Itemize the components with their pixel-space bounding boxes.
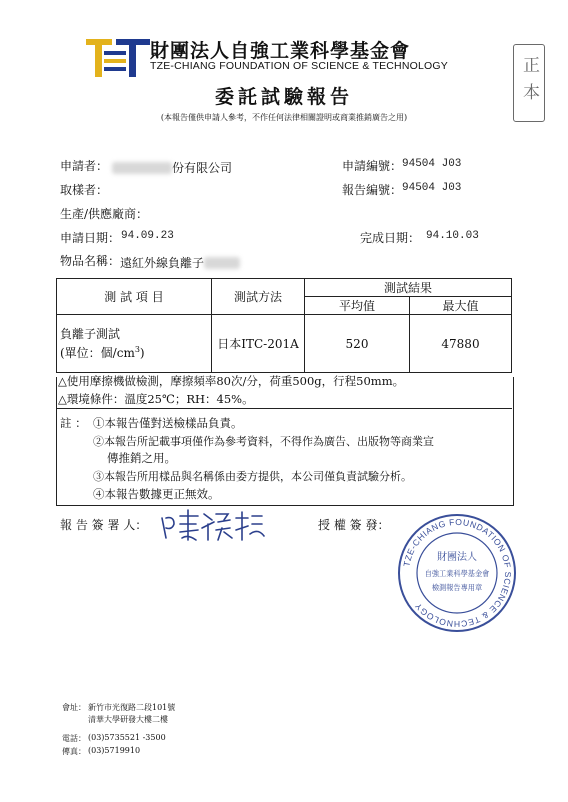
svg-text:檢測報告專用章: 檢測報告專用章 bbox=[431, 583, 483, 592]
authorized-label: 授 權 簽 發： bbox=[318, 518, 390, 532]
note-4: ④本報告數據更正無效。 bbox=[93, 487, 220, 501]
svg-text:自強工業科學基金會: 自強工業科學基金會 bbox=[424, 569, 490, 578]
svg-text:財團法人: 財團法人 bbox=[437, 552, 477, 563]
redacted-block bbox=[112, 162, 172, 174]
complete-date-value: 94.10.03 bbox=[426, 230, 479, 242]
phone-label: 電話： bbox=[62, 734, 86, 743]
item-name-value: 遠紅外線負離子 bbox=[120, 252, 240, 271]
address-label: 會址： bbox=[62, 703, 86, 712]
condition-line-1: △使用摩擦機做檢測，摩擦頻率80次/分，荷重500g，行程50mm。 bbox=[58, 374, 405, 388]
average-value-cell: 520 bbox=[305, 315, 410, 373]
report-number-label: 報告編號： bbox=[342, 183, 403, 197]
redacted-block bbox=[204, 257, 240, 269]
disclaimer: (本報告僅供申請人參考，不作任何法律相關證明或商業推銷廣告之用) bbox=[160, 113, 408, 122]
applicant-label: 申請者： bbox=[60, 159, 109, 173]
producer-label: 生產/供應廠商： bbox=[60, 207, 149, 221]
col-header-method: 測試方法 bbox=[212, 279, 305, 315]
application-number-label: 申請編號： bbox=[342, 159, 403, 173]
phone-value: (03)5735521 -3500 bbox=[88, 733, 166, 742]
table-row bbox=[57, 315, 512, 373]
note-1: ①本報告僅對送檢樣品負責。 bbox=[93, 416, 243, 430]
condition-line-2: △環境條件：溫度25℃；RH：45%。 bbox=[58, 392, 254, 406]
col-header-result: 測試結果 bbox=[305, 279, 512, 297]
apply-date-label: 申請日期： bbox=[60, 231, 121, 245]
fax-value: (03)5719910 bbox=[88, 746, 141, 755]
col-header-item: 測 試 項 目 bbox=[57, 279, 212, 315]
org-name-zh: 財團法人自強工業科學基金會 bbox=[150, 40, 411, 62]
official-seal-icon bbox=[396, 512, 518, 634]
col-header-maximum: 最大值 bbox=[410, 297, 512, 315]
foundation-logo-icon bbox=[82, 35, 154, 81]
apply-date-value: 94.09.23 bbox=[121, 230, 174, 242]
divider bbox=[56, 408, 512, 409]
applicant-value: 份有限公司 bbox=[112, 157, 232, 176]
col-header-average: 平均值 bbox=[305, 297, 410, 315]
report-number-value: 94504 J03 bbox=[402, 182, 462, 194]
application-number-value: 94504 J03 bbox=[402, 158, 462, 170]
complete-date-label: 完成日期： bbox=[360, 231, 421, 245]
org-name-en: TZE-CHIANG FOUNDATION OF SCIENCE & TECHNOLOGY bbox=[150, 60, 448, 72]
signature-image bbox=[158, 506, 268, 546]
item-name-label: 物品名稱： bbox=[60, 254, 121, 268]
svg-text:TZE-CHIANG FOUNDATION OF SCIEN: TZE-CHIANG FOUNDATION OF SCIENCE & TECHNOLOGY bbox=[401, 516, 514, 630]
sampler-label: 取樣者： bbox=[60, 183, 109, 197]
note-2-continued: 傳推銷之用。 bbox=[107, 451, 176, 465]
document-title: 委託試驗報告 bbox=[214, 86, 353, 108]
test-item-cell: 負離子測試 (單位：個$/cm^3$) bbox=[57, 315, 212, 373]
maximum-value-cell: 47880 bbox=[410, 315, 512, 373]
address-line-1: 新竹市光復路二段101號 bbox=[88, 703, 176, 712]
fax-label: 傳真： bbox=[62, 747, 86, 756]
notes-label: 註 ： bbox=[60, 416, 87, 430]
test-method-cell: 日本ITC-201A bbox=[212, 315, 305, 373]
reporter-label: 報 告 簽 署 人： bbox=[60, 518, 148, 532]
original-copy-stamp: 正本 bbox=[513, 44, 545, 122]
note-3: ③本報告所用樣品與名稱係由委方提供，本公司僅負責試驗分析。 bbox=[93, 470, 412, 483]
results-table bbox=[56, 278, 512, 373]
address-line-2: 清華大學研發大樓二樓 bbox=[88, 715, 168, 724]
note-2: ②本報告所記載事項僅作為參考資料，不得作為廣告、出版物等商業宣 bbox=[93, 435, 434, 448]
